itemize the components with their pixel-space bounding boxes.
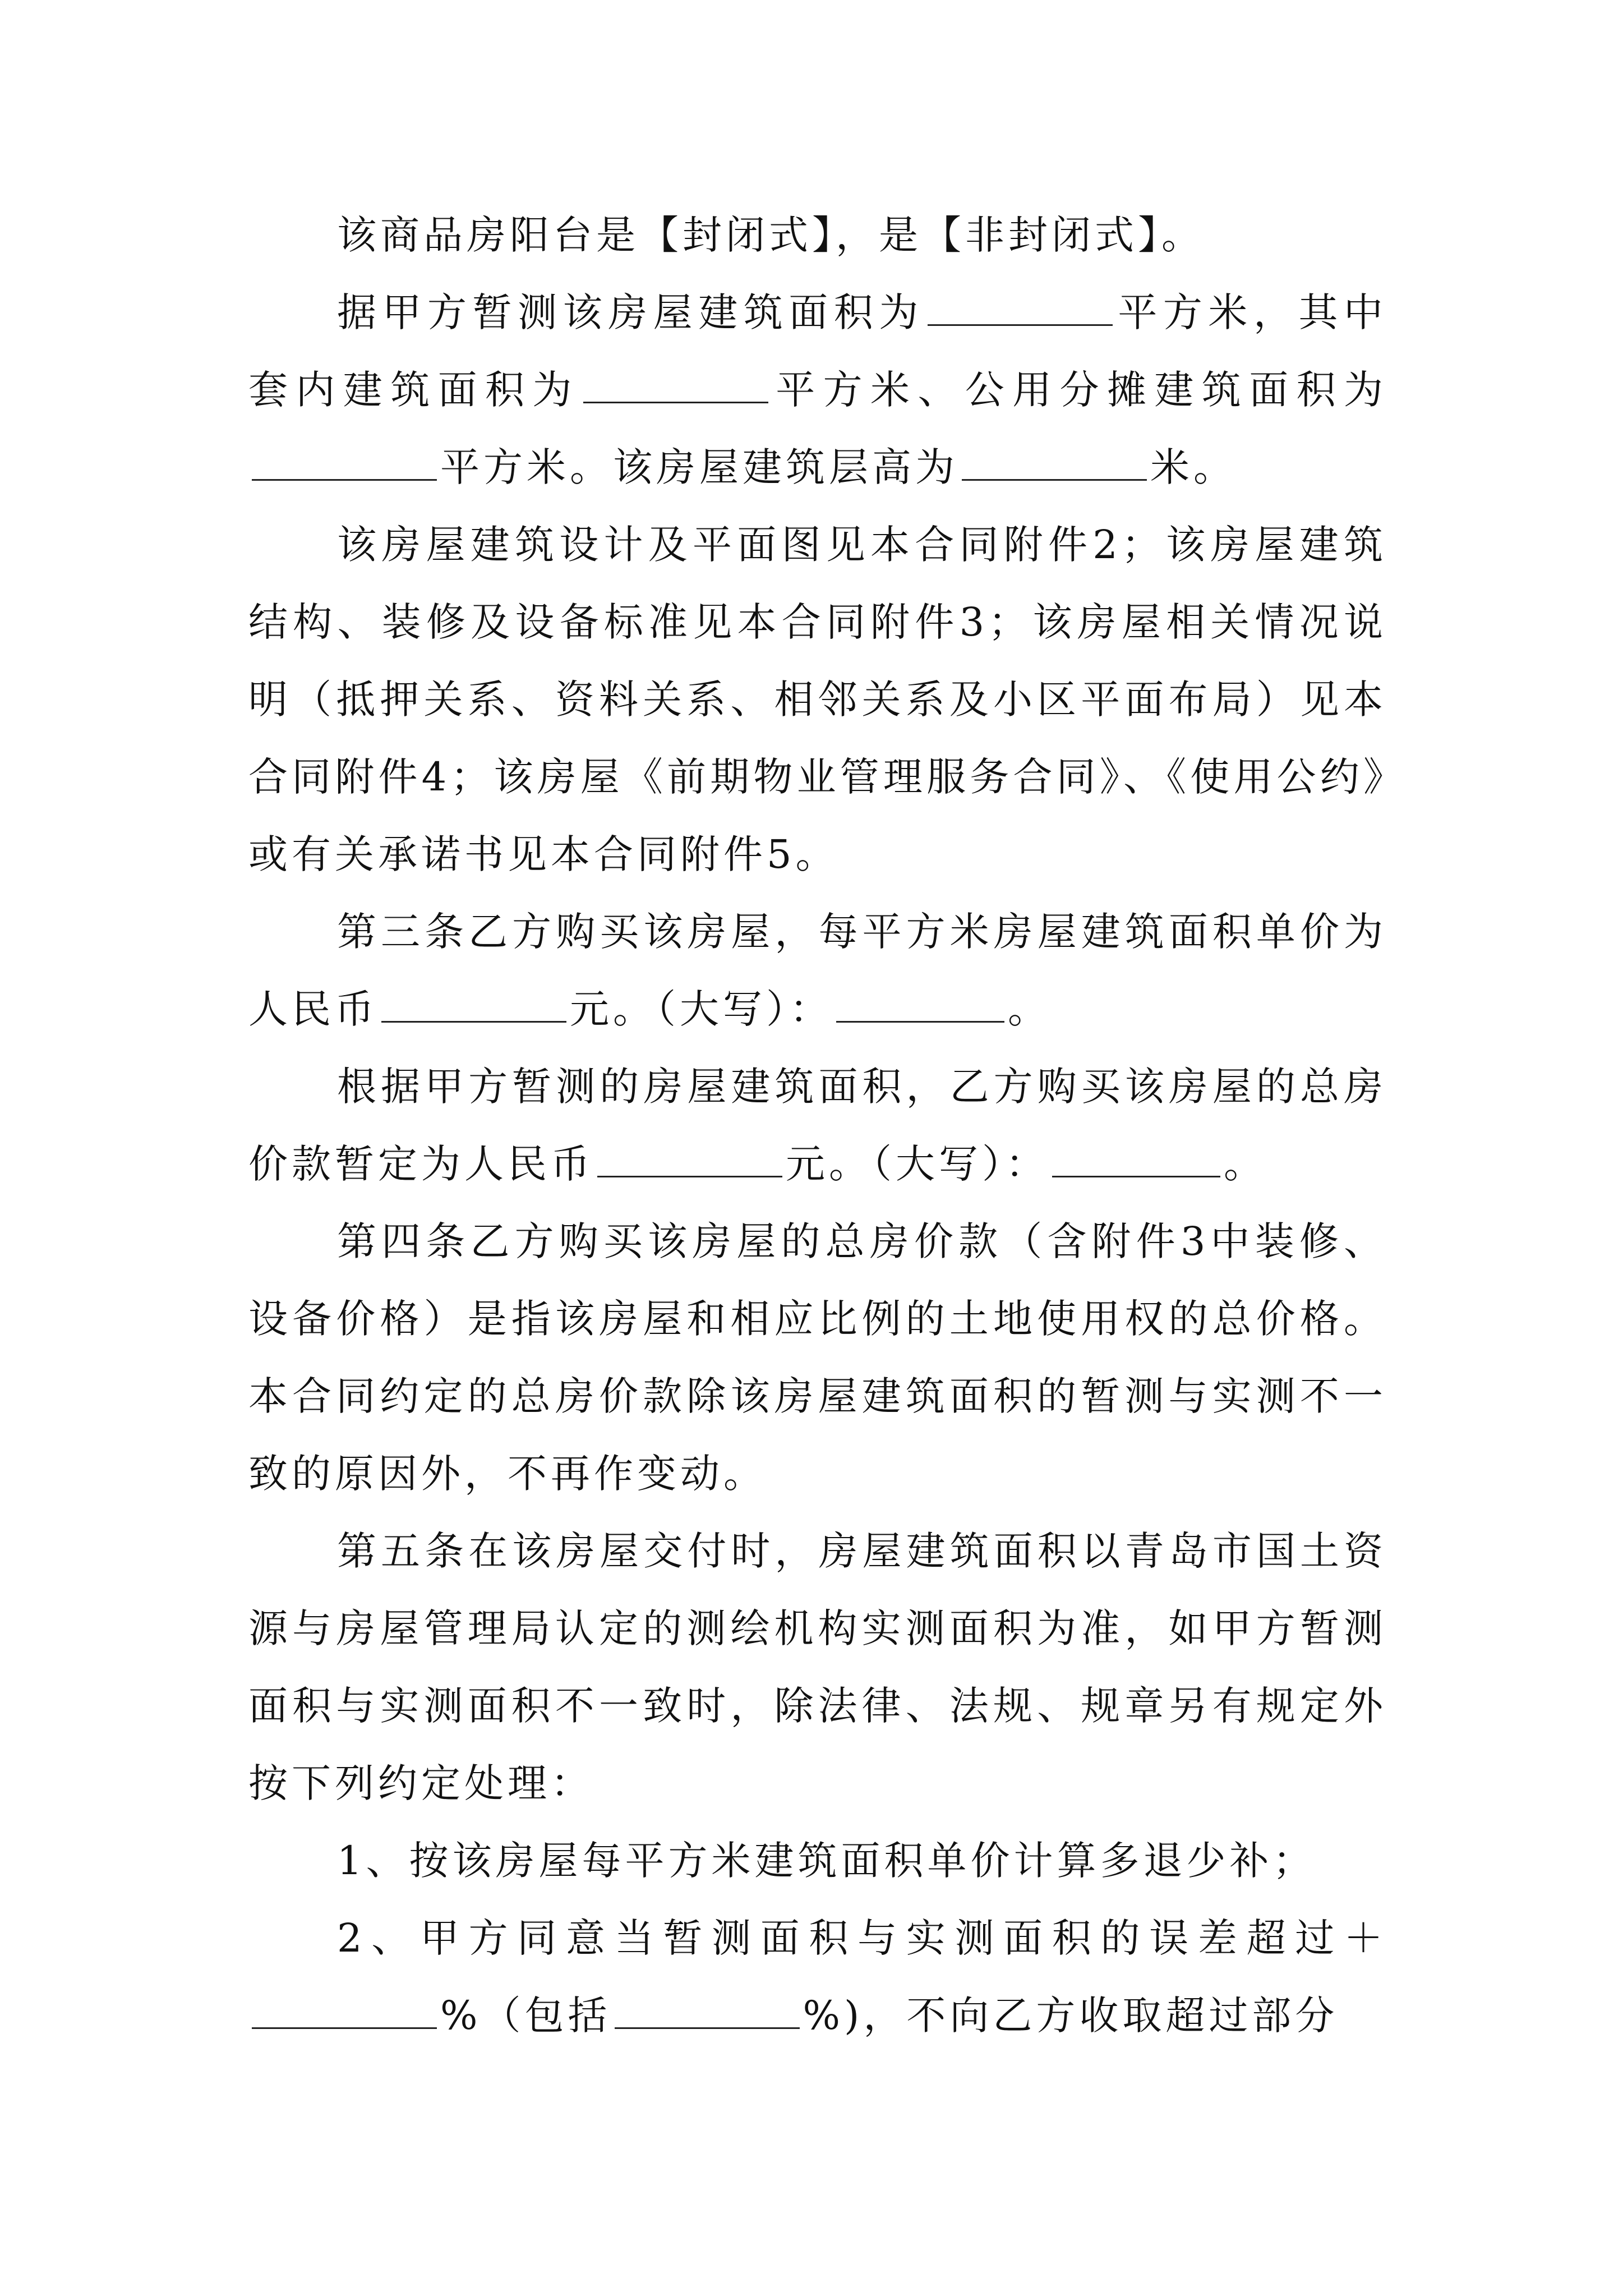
text-segment: %)，不向乙方收取超过部分	[803, 1993, 1339, 2039]
blank-field	[836, 990, 1004, 1023]
blank-field	[1052, 1144, 1220, 1177]
blank-field	[597, 1144, 782, 1177]
paragraph-article-3	[248, 893, 1387, 1048]
text-segment: 该房屋建筑设计及平面图见本合同附件2；该房屋建筑结构、装修及设备标准见本合同附件3；该房屋相关情况说明（抵押关系、资料关系、相邻关系及小区平面布局）见本合同附件4；该房屋《前期物业管理服务合同》、《使用公约》或有关承诺书见本合同附件5。	[248, 522, 1387, 877]
text-segment: 第五条在该房屋交付时，房屋建筑面积以青岛市国土资源与房屋管理局认定的测绘机构实测面积为准，如甲方暂测面积与实测面积不一致时，除法律、法规、规章另有规定外按下列约定处理：	[248, 1528, 1387, 1806]
blank-field	[252, 1996, 437, 2029]
paragraph-attachments	[248, 506, 1387, 893]
paragraph-article-5	[248, 1512, 1387, 1822]
text-segment: 1、按该房屋每平方米建筑面积单价计算多退少补；	[337, 1838, 1316, 1884]
text-segment: 据甲方暂测该房屋建筑面积为	[337, 289, 924, 335]
paragraph-article-4	[248, 1203, 1387, 1512]
blank-field	[928, 293, 1113, 326]
paragraph-total-price	[248, 1048, 1387, 1203]
text-segment: 米。	[1150, 444, 1237, 490]
text-segment: 。	[1224, 1141, 1267, 1187]
text-segment: 2、甲方同意当暂测面积与实测面积的误差超过＋	[337, 1915, 1387, 1961]
text-segment: 平方米，其中套内建筑面积为	[248, 289, 1387, 413]
text-segment: 。	[1008, 986, 1051, 1032]
paragraph-item-2	[248, 1899, 1387, 2054]
contract-body	[248, 196, 1387, 2054]
text-segment: 元。（大写）：	[570, 986, 833, 1032]
text-segment: 平方米、公用分摊建筑面积为	[771, 367, 1387, 413]
text-segment: %（包括	[440, 1993, 611, 2039]
text-segment: 根据甲方暂测的房屋建筑面积，乙方购买该房屋的总房价款暂定为人民币	[248, 1064, 1387, 1187]
text-segment: 该商品房阳台是【封闭式】，是【非封闭式】。	[337, 212, 1205, 258]
blank-field	[252, 448, 437, 481]
paragraph-area	[248, 274, 1387, 506]
paragraph-item-1	[248, 1822, 1387, 1899]
blank-field	[615, 1996, 800, 2029]
text-segment: 第三条乙方购买该房屋，每平方米房屋建筑面积单价为人民币	[248, 909, 1387, 1032]
blank-field	[583, 370, 768, 403]
blank-field	[962, 448, 1147, 481]
text-segment: 元。（大写）：	[786, 1141, 1049, 1187]
text-segment: 第四条乙方购买该房屋的总房价款（含附件3中装修、设备价格）是指该房屋和相应比例的土地使用权的总价格。本合同约定的总房价款除该房屋建筑面积的暂测与实测不一致的原因外，不再作变动。	[248, 1218, 1387, 1497]
paragraph-balcony	[248, 196, 1387, 274]
text-segment: 平方米。该房屋建筑层高为	[440, 444, 958, 490]
blank-field	[381, 990, 566, 1023]
